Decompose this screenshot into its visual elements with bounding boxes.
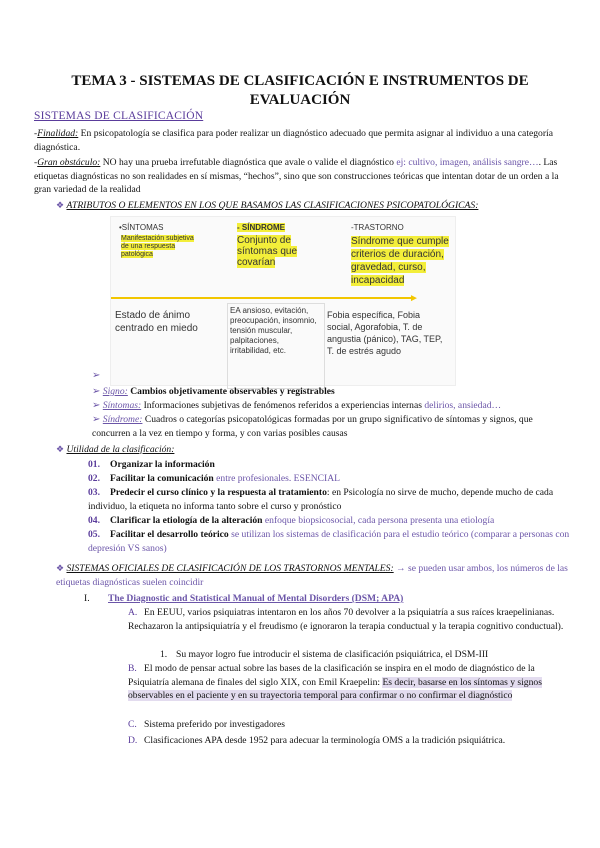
diamond-bullet-icon: ❖ xyxy=(56,563,65,573)
atributos-bullet xyxy=(56,199,478,213)
diagram-sindrome-heading: - SÍNDROME xyxy=(237,223,285,232)
diagram-trastorno-text: Síndrome que cumple criterios de duración, gravedad, curso, incapacidad xyxy=(351,236,449,286)
finalidad-paragraph: -Finalidad: En psicopatología se clasifica para poder realizar un diagnóstico adecuado que permita asignar al individuo a una categoría diagnóstica. xyxy=(34,128,553,153)
sintomas-text: Informaciones subjetivas de fenómenos referidos a experiencias internas xyxy=(141,400,425,411)
diamond-bullet-icon: ❖ xyxy=(56,444,65,454)
utilidad-item-3: 03. Predecir el curso clínico y la respuesta al tratamiento: en Psicología no sirve de mucho, depende mucho de cada individuo, la etiqueta no informa tanto sobre el curso y pronóstico xyxy=(88,487,554,512)
finalidad-text: En psicopatología se clasifica para poder realizar un diagnóstico adecuado que permita asignar al individuo a una categoría diagnóstica. xyxy=(34,128,553,153)
signo-text: Cambios objetivamente observables y registrables xyxy=(127,386,335,397)
arrow-bullet-icon: ➢ xyxy=(92,370,101,381)
diagram-sintomas-text: Manifestación subjetiva de una respuesta patológica xyxy=(121,235,194,258)
diagram-timeline-arrow xyxy=(111,297,411,299)
utilidad-bullet xyxy=(56,443,174,457)
obstaculo-text: NO hay una prueba irrefutable diagnóstica que avale o valide el diagnóstico xyxy=(100,157,397,168)
obstaculo-text-2: . Las etiquetas diagnósticas no son realidades en sí mismas, “hechos”, sino que son construcciones teóricas que intentan dotar de un orden a la gran variedad de la realidad xyxy=(34,157,559,195)
diagram-trastorno-heading: -TRASTORNO xyxy=(351,223,404,232)
sintomas-example: delirios, ansiedad… xyxy=(424,400,502,411)
section-heading: SISTEMAS DE CLASIFICACIÓN xyxy=(34,110,204,122)
obstaculo-example: ej: cultivo, imagen, análisis sangre… xyxy=(396,157,539,168)
diagram-sintomas-heading: •SÍNTOMAS xyxy=(119,223,164,232)
obstaculo-paragraph: -Gran obstáculo: NO hay una prueba irrefutable diagnóstica que avale o valide el diagnóstico ej: cultivo, imagen, análisis sangre…. Las etiquetas diagnósticas no son realidades en sí mismas, “hechos”, sino que son construcciones teóricas que intentan dotar de un orden a la gran variedad de la realidad xyxy=(34,157,559,195)
utilidad-item-5: 05. Facilitar el desarrollo teórico se utilizan los sistemas de clasificación para el estudio teórico (comparar a personas con depresión VS sanos) xyxy=(88,529,570,554)
obstaculo-label: Gran obstáculo: xyxy=(37,157,101,168)
finalidad-label: Finalidad: xyxy=(37,128,79,139)
diagram-sindrome-text: Conjunto de síntomas que covarían xyxy=(237,235,298,268)
oficiales-bullet xyxy=(56,562,574,589)
dsm-item-a: A. En EEUU, varios psiquiatras intentaron en los años 70 devolver a la psiquiatría a sus raíces kraepelinianas. Rechazaron la antipsiquiatría y el freudismo (e ignoraron la terapia conductual y la terapia cognitivo conductual). xyxy=(128,607,564,632)
page-title xyxy=(40,72,560,110)
dsm-heading: I. The Diagnostic and Statistical Manual of Mental Disorders (DSM; APA) xyxy=(84,593,404,604)
empty-arrow-bullet xyxy=(92,369,100,383)
diagram-estado-text: Estado de ánimo centrado en miedo xyxy=(115,310,198,334)
oficiales-note: → se pueden usar ambos, los números de las etiquetas diagnósticas suelen coincidir xyxy=(56,563,568,588)
signo-label: Signo: xyxy=(102,386,128,397)
arrow-bullet-icon: ➢ xyxy=(92,400,101,411)
utilidad-item-4: 04. Clarificar la etiología de la alteración enfoque biopsicosocial, cada persona presenta una etiología xyxy=(88,515,495,526)
sintomas-item xyxy=(92,399,570,413)
oficiales-heading: SISTEMAS OFICIALES DE CLASIFICACIÓN DE LOS TRASTORNOS MENTALES: xyxy=(66,563,394,574)
atributos-heading: ATRIBUTOS O ELEMENTOS EN LOS QUE BASAMOS LAS CLASIFICACIONES PSICOPATOLÓGICAS: xyxy=(66,200,479,211)
dsm-title: The Diagnostic and Statistical Manual of Mental Disorders (DSM; APA) xyxy=(108,593,404,604)
signo-item xyxy=(92,385,570,399)
sindrome-text: Cuadros o categorías psicopatológicas formadas por un grupo significativo de síntomas y signos, que concurren a la vez en tiempo y forma, y con varias posibles causas xyxy=(92,414,533,439)
diagram-ea-text: EA ansioso, evitación, preocupación, insomnio, tensión muscular, palpitaciones, irritabilidad, etc. xyxy=(227,303,325,389)
sindrome-label: Síndrome: xyxy=(102,414,143,425)
utilidad-item-2: 02. Facilitar la comunicación entre profesionales. ESENCIAL xyxy=(88,473,341,484)
dsm-item-a1: 1. Su mayor logro fue introducir el sistema de clasificación psiquiátrica, el DSM-III xyxy=(160,649,489,660)
sintomas-label: Síntomas: xyxy=(102,400,142,411)
arrow-right-icon: ► xyxy=(409,293,419,304)
diagram-fobia-text: Fobia específica, Fobia social, Agorafobia, T. de angustia (pánico), TAG, TEP, T. de estrés agudo xyxy=(327,310,443,356)
dsm-item-b: B. El modo de pensar actual sobre las bases de la clasificación se inspira en el modo de diagnóstico de la Psiquiatría alemana de finales del siglo XIX, con Emil Kraepelin: Es decir, basarse en los síntomas y signos observables en el paciente y en su trayectoria temporal para confirmar o no confirmar el diagnóstico xyxy=(128,663,542,701)
dsm-item-d: D. Clasificaciones APA desde 1952 para adecuar la terminología OMS a la tradición psiquiátrica. xyxy=(128,735,506,746)
diamond-bullet-icon: ❖ xyxy=(56,200,65,210)
dsm-item-c: C. Sistema preferido por investigadores xyxy=(128,719,285,730)
title-line-1: TEMA 3 - SISTEMAS DE CLASIFICACIÓN E INSTRUMENTOS DE xyxy=(71,73,529,89)
arrow-bullet-icon: ➢ xyxy=(92,386,101,397)
attributes-diagram-image xyxy=(110,216,456,386)
sindrome-item xyxy=(92,413,570,440)
utilidad-item-1: 01. Organizar la información xyxy=(88,459,215,470)
arrow-bullet-icon: ➢ xyxy=(92,414,101,425)
utilidad-heading: Utilidad de la clasificación: xyxy=(66,444,175,455)
title-line-2: EVALUACIÓN xyxy=(249,92,351,108)
